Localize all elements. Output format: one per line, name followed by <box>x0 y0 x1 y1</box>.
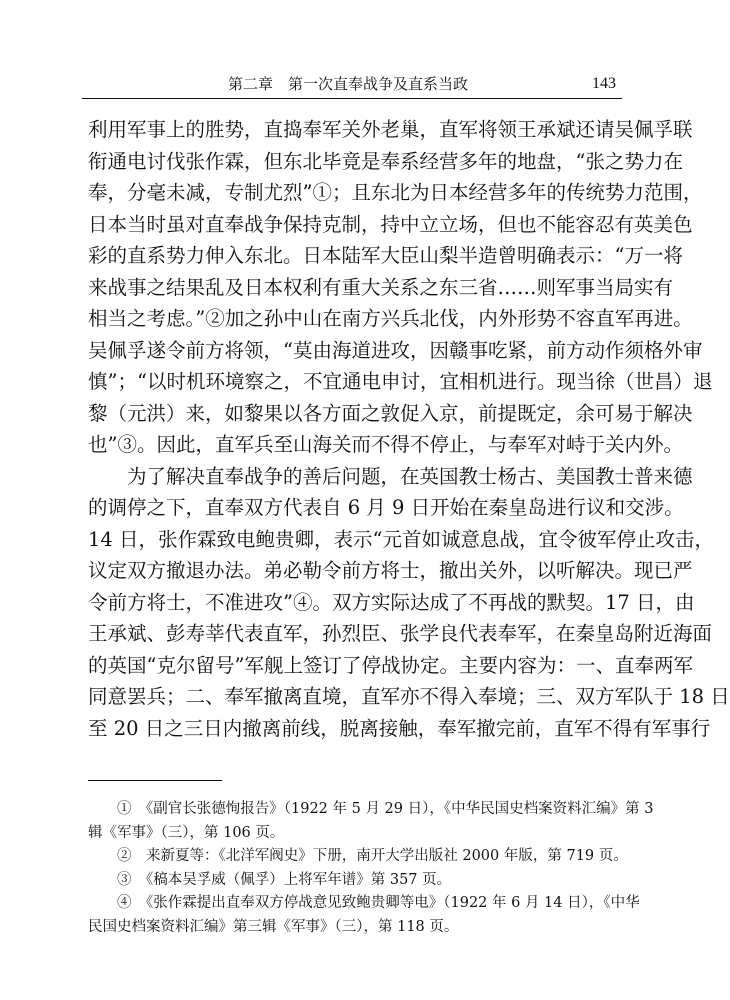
body-line: 相当之考虑。”②加之孙中山在南方兴兵北伐，内外形势不容直军再进。 <box>88 307 693 330</box>
footnote-line: ② 来新夏等：《北洋军阀史》下册，南开大学出版社 2000 年版，第 719 页。 <box>88 848 628 864</box>
body-line: 为了解决直奉战争的善后问题，在英国教士杨古、美国教士普来德 <box>88 464 693 488</box>
footnote-line: ④ 《张作霖提出直奉双方停战意见致鲍贵卿等电》（1922 年 6 月 14 日），《中华 <box>88 895 640 911</box>
body-line: 衔通电讨伐张作霖，但东北毕竟是奉系经营多年的地盘，“张之势力在 <box>88 149 683 173</box>
body-line: 利用军事上的胜势，直捣奉军关外老巢，直军将领王承斌还请吴佩孚联 <box>88 118 693 141</box>
body-line: 议定双方撤退办法。弟必勒令前方将士，撤出关外，以听解决。现已严 <box>88 559 693 582</box>
footnote-separator <box>88 780 222 781</box>
body-line: 日本当时虽对直奉战争保持克制，持中立立场，但也不能容忍有英美色 <box>88 212 693 236</box>
body-line: 也”③。因此，直军兵至山海关而不得不停止，与奉军对峙于关内外。 <box>88 433 683 456</box>
body-line: 黎（元洪）来，如黎果以各方面之敦促入京，前提既定，余可易于解决 <box>88 401 693 425</box>
body-line: 至 20 日之三日内撤离前线，脱离接触，奉军撤完前，直军不得有军事行 <box>88 716 711 740</box>
body-line: 王承斌、彭寿莘代表直军，孙烈臣、张学良代表奉军，在秦皇岛附近海面 <box>88 622 713 645</box>
body-line: 14 日，张作霖致电鲍贵卿，表示“元首如诚意息战，宜令彼军停止攻击， <box>88 527 714 551</box>
footnote-line: 民国史档案资料汇编》第三辑《军事》（三），第 118 页。 <box>88 918 459 935</box>
running-head <box>82 74 622 96</box>
body-line: 来战事之结果乱及日本权利有重大关系之东三省……则军事当局实有 <box>88 275 674 299</box>
body-line: 同意罢兵；二、奉军撤离直境，直军亦不得入奉境；三、双方军队于 18 日 <box>88 685 730 708</box>
footnote-line: 辑《军事》（三），第 106 页。 <box>88 824 285 841</box>
body-text <box>88 114 730 744</box>
footnote-line: ③ 《稿本吴孚威（佩孚）上将军年谱》第 357 页。 <box>88 871 452 888</box>
footnote-line: ① 《副官长张德恂报告》（1922 年 5 月 29 日），《中华民国史档案资料汇编》第 3 <box>88 801 654 817</box>
page-number: 143 <box>592 75 616 92</box>
footnotes <box>88 798 654 939</box>
body-line: 慎”；“以时机环境察之，不宜通电申讨，宜相机进行。现当徐（世昌）退 <box>88 370 713 393</box>
body-line: 彩的直系势力伸入东北。日本陆军大臣山梨半造曾明确表示：“万一将 <box>88 244 683 267</box>
body-line: 令前方将士，不准进攻”④。双方实际达成了不再战的默契。17 日，由 <box>88 590 695 614</box>
body-line: 的调停之下，直奉双方代表自 6 月 9 日开始在秦皇岛进行议和交涉。 <box>88 496 684 519</box>
header-rule <box>82 98 622 99</box>
body-line: 的英国“克尔留号”军舰上签订了停战协定。主要内容为：一、直奉两军 <box>88 653 693 677</box>
body-line: 吴佩孚遂令前方将领，“莫由海道进攻，因赣事吃紧，前方动作须格外审 <box>88 338 703 362</box>
chapter-title: 第二章 第一次直奉战争及直系当政 <box>228 75 469 93</box>
body-line: 奉，分毫未减，专制尤烈”①；且东北为日本经营多年的传统势力范围， <box>88 181 703 204</box>
